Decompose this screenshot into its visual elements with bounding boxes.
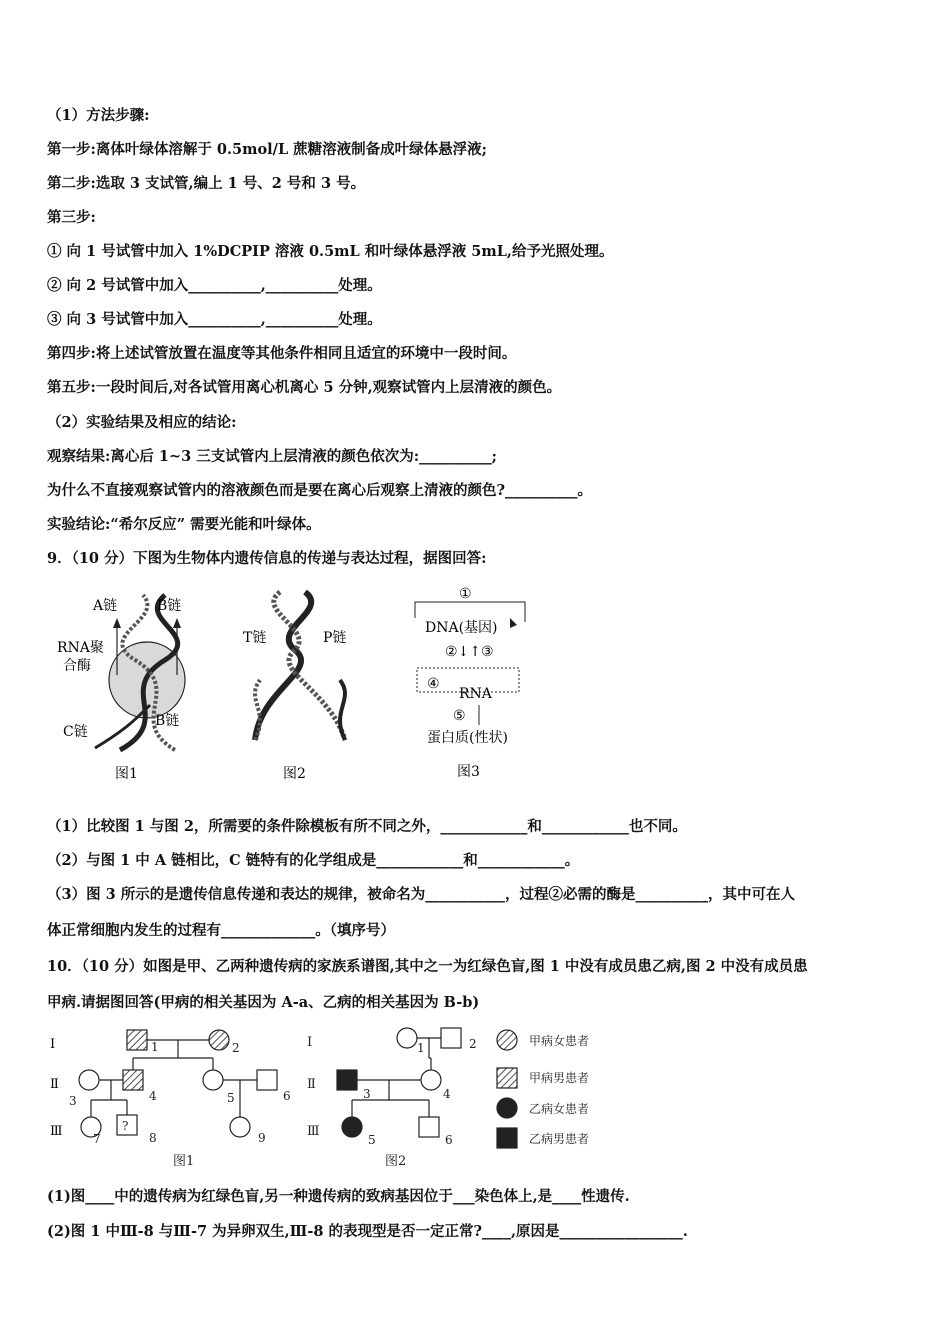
pedigree-1 bbox=[79, 1030, 277, 1137]
figure-2-replication bbox=[243, 592, 346, 782]
p1-id-5: 5 bbox=[227, 1091, 235, 1105]
gen-label-3: Ⅲ bbox=[50, 1124, 63, 1139]
question-9-part-2: （2）与图 1 中 A 链相比，C 链特有的化学组成是____________和____________。 bbox=[47, 852, 580, 869]
process-1-label: ① bbox=[459, 586, 472, 602]
legend-male-a: 甲病男患者 bbox=[529, 1071, 590, 1085]
label-p-chain: P链 bbox=[323, 630, 347, 646]
text-line: 第二步:选取 3 支试管,编上 1 号、2 号和 3 号。 bbox=[47, 175, 366, 192]
p2-id-2: 2 bbox=[469, 1037, 477, 1051]
question-10-stem-cont: 甲病.请据图回答(甲病的相关基因为 A-a、乙病的相关基因为 B-b) bbox=[47, 994, 480, 1011]
rna-label: RNA bbox=[459, 686, 492, 702]
p1-id-1: 1 bbox=[151, 1040, 159, 1054]
label-b-chain-bottom: B链 bbox=[155, 713, 180, 729]
text-line: ② 向 2 号试管中加入__________,__________处理。 bbox=[47, 277, 382, 294]
legend-female-a: 甲病女患者 bbox=[529, 1034, 590, 1048]
question-9-part-3-cont: 体正常细胞内发生的过程有_____________。（填序号） bbox=[47, 922, 395, 939]
p1-id-8: 8 bbox=[149, 1131, 157, 1145]
text-line: （1）方法步骤: bbox=[47, 107, 150, 124]
text-line: 为什么不直接观察试管内的溶液颜色而是要在离心后观察上清液的颜色?__________。 bbox=[47, 482, 592, 499]
label-c-chain: C链 bbox=[63, 724, 88, 740]
p1-id-6: 6 bbox=[283, 1089, 291, 1103]
figure-1-transcription bbox=[57, 595, 185, 782]
p2-gen-2: Ⅱ bbox=[307, 1077, 316, 1092]
text-line: 第一步:离体叶绿体溶解于 0.5mol/L 蔗糖溶液制备成叶绿体悬浮液; bbox=[47, 141, 488, 158]
question-10-part-2: (2)图 1 中Ⅲ-8 与Ⅲ-7 为异卵双生,Ⅲ-8 的表现型是否一定正常?____,原因是_________________. bbox=[47, 1223, 688, 1240]
gen-label-1: Ⅰ bbox=[50, 1037, 56, 1052]
question-10-stem: 10．（10 分）如图是甲、乙两种遗传病的家族系谱图,其中之一为红绿色盲,图 1 中没有成员患乙病,图 2 中没有成员患 bbox=[47, 958, 808, 975]
figure-3-caption: 图3 bbox=[457, 764, 480, 780]
legend-male-b: 乙病男患者 bbox=[529, 1132, 590, 1146]
label-rna-polymerase: RNA聚 bbox=[57, 640, 104, 656]
p1-id-3: 3 bbox=[69, 1094, 77, 1108]
text-line: ① 向 1 号试管中加入 1%DCPIP 溶液 0.5mL 和叶绿体悬浮液 5mL,给予光照处理。 bbox=[47, 243, 614, 260]
p2-id-5: 5 bbox=[368, 1133, 376, 1147]
question-10-part-1: (1)图____中的遗传病为红绿色盲,另一种遗传病的致病基因位于___染色体上,是____性遗传. bbox=[47, 1188, 630, 1205]
text-line: 观察结果:离心后 1~3 三支试管内上层清液的颜色依次为:__________; bbox=[47, 448, 497, 465]
protein-trait-label: 蛋白质(性状) bbox=[427, 730, 508, 746]
process-5-label: ⑤ bbox=[453, 708, 466, 724]
process-4-label: ④ bbox=[427, 676, 440, 692]
p2-id-4: 4 bbox=[443, 1087, 451, 1101]
p1-id-2: 2 bbox=[232, 1041, 240, 1055]
pedigree-2 bbox=[337, 1028, 461, 1137]
pedigree-2-caption: 图2 bbox=[385, 1154, 407, 1169]
p2-id-1: 1 bbox=[417, 1041, 425, 1055]
figure-2-caption: 图2 bbox=[283, 766, 306, 782]
p1-id-7: 7 bbox=[93, 1132, 101, 1146]
p1-id-4: 4 bbox=[149, 1089, 157, 1103]
process-2-3-label: ②↓↑③ bbox=[445, 644, 494, 660]
p1-id-9: 9 bbox=[258, 1131, 266, 1145]
text-line: 第四步:将上述试管放置在温度等其他条件相同且适宜的环境中一段时间。 bbox=[47, 345, 517, 362]
question-9-part-3: （3）图 3 所示的是遗传信息传递和表达的规律，被命名为___________，过程②必需的酶是__________，其中可在人 bbox=[47, 886, 796, 903]
p2-gen-1: Ⅰ bbox=[307, 1035, 313, 1050]
question-9-stem: 9．（10 分）下图为生物体内遗传信息的传递与表达过程，据图回答: bbox=[47, 550, 487, 567]
label-t-chain: T链 bbox=[243, 630, 267, 646]
p2-gen-3: Ⅲ bbox=[307, 1124, 320, 1139]
label-b-chain-top: B链 bbox=[157, 598, 182, 614]
label-rna-polymerase-2: 合酶 bbox=[63, 658, 91, 674]
text-line: 实验结论:“希尔反应” 需要光能和叶绿体。 bbox=[47, 516, 321, 533]
gen-label-2: Ⅱ bbox=[50, 1077, 59, 1092]
pedigree-legend bbox=[497, 1030, 517, 1148]
dna-gene-label: DNA(基因) bbox=[425, 620, 498, 636]
dna-figure bbox=[55, 580, 555, 785]
p1-unknown-mark: ? bbox=[122, 1119, 129, 1133]
p2-id-3: 3 bbox=[363, 1087, 371, 1101]
legend-female-b: 乙病女患者 bbox=[529, 1102, 590, 1116]
p2-id-6: 6 bbox=[445, 1133, 453, 1147]
text-line: 第三步: bbox=[47, 209, 96, 226]
text-line: ③ 向 3 号试管中加入__________,__________处理。 bbox=[47, 311, 382, 328]
figure-3-central-dogma bbox=[415, 586, 525, 780]
question-9-part-1: （1）比较图 1 与图 2，所需要的条件除模板有所不同之外，____________和____________也不同。 bbox=[47, 818, 687, 835]
figure-1-caption: 图1 bbox=[115, 766, 138, 782]
text-line: （2）实验结果及相应的结论: bbox=[47, 414, 237, 431]
pedigree-figure bbox=[45, 1020, 615, 1175]
pedigree-1-caption: 图1 bbox=[173, 1154, 195, 1169]
text-line: 第五步:一段时间后,对各试管用离心机离心 5 分钟,观察试管内上层清液的颜色。 bbox=[47, 379, 562, 396]
label-a-chain: A链 bbox=[93, 598, 118, 614]
